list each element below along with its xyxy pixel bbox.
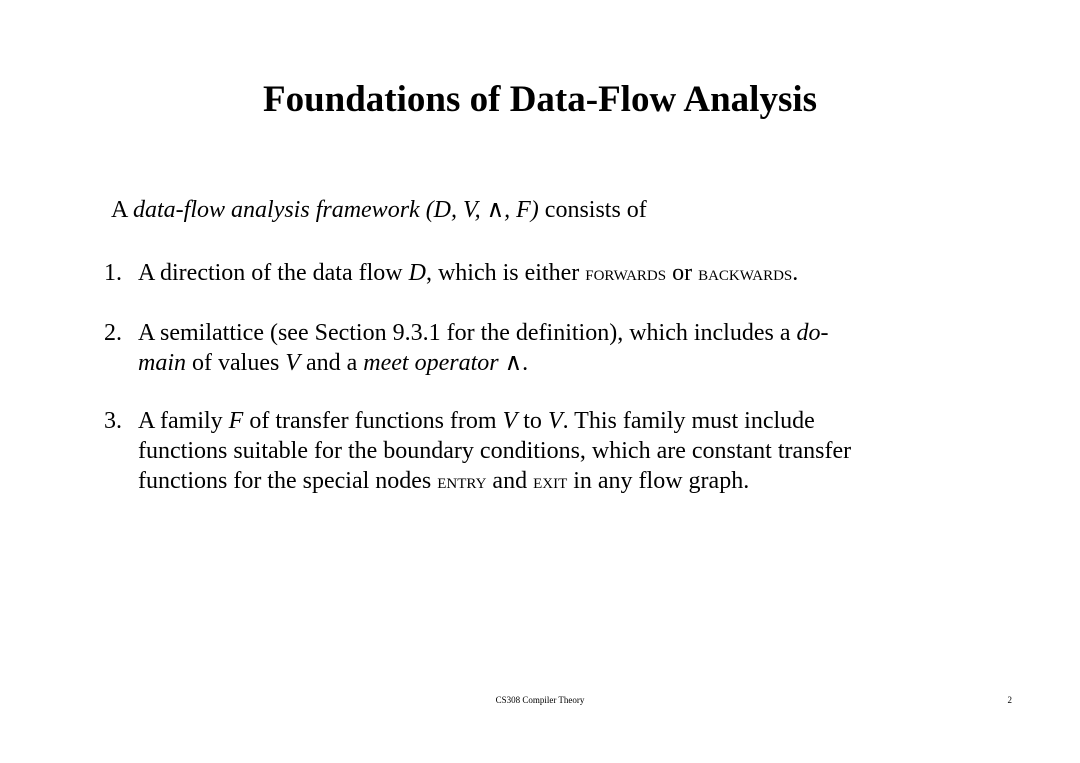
list-item-number: 1. <box>104 260 122 286</box>
text-line: functions for the special nodes entry and exit in any flow graph. <box>138 468 750 494</box>
list-item-text <box>138 318 1016 378</box>
text-line: A family F of transfer functions from V to V. This family must include <box>138 408 815 434</box>
list-item-text <box>138 258 1016 288</box>
intro-prefix: A <box>111 197 134 223</box>
page-number: 2 <box>1007 695 1012 705</box>
slide-title: Foundations of Data-Flow Analysis <box>262 79 818 120</box>
text-line: A semilattice (see Section 9.3.1 for the definition), which includes a do- <box>138 320 829 346</box>
text-line: A direction of the data flow D, which is either forwards or backwards. <box>138 260 799 286</box>
list-item-number: 3. <box>104 408 122 434</box>
list-item-number: 2. <box>104 320 122 346</box>
text-line: main of values V and a meet operator ∧. <box>138 350 529 376</box>
list-item-semilattice <box>104 318 1016 378</box>
footer-course-name: CS308 Compiler Theory <box>495 695 585 705</box>
framework-definition <box>111 195 647 225</box>
intro-tuple: (D, V, ∧, F) <box>425 197 539 223</box>
text-line: functions suitable for the boundary conditions, which are constant transfer <box>138 438 852 464</box>
list-item-direction <box>104 258 1016 288</box>
intro-term: data-flow analysis framework <box>133 197 420 223</box>
list-item-text <box>138 406 1016 496</box>
intro-suffix: consists of <box>538 197 647 223</box>
list-item-transfer-functions <box>104 406 1016 496</box>
